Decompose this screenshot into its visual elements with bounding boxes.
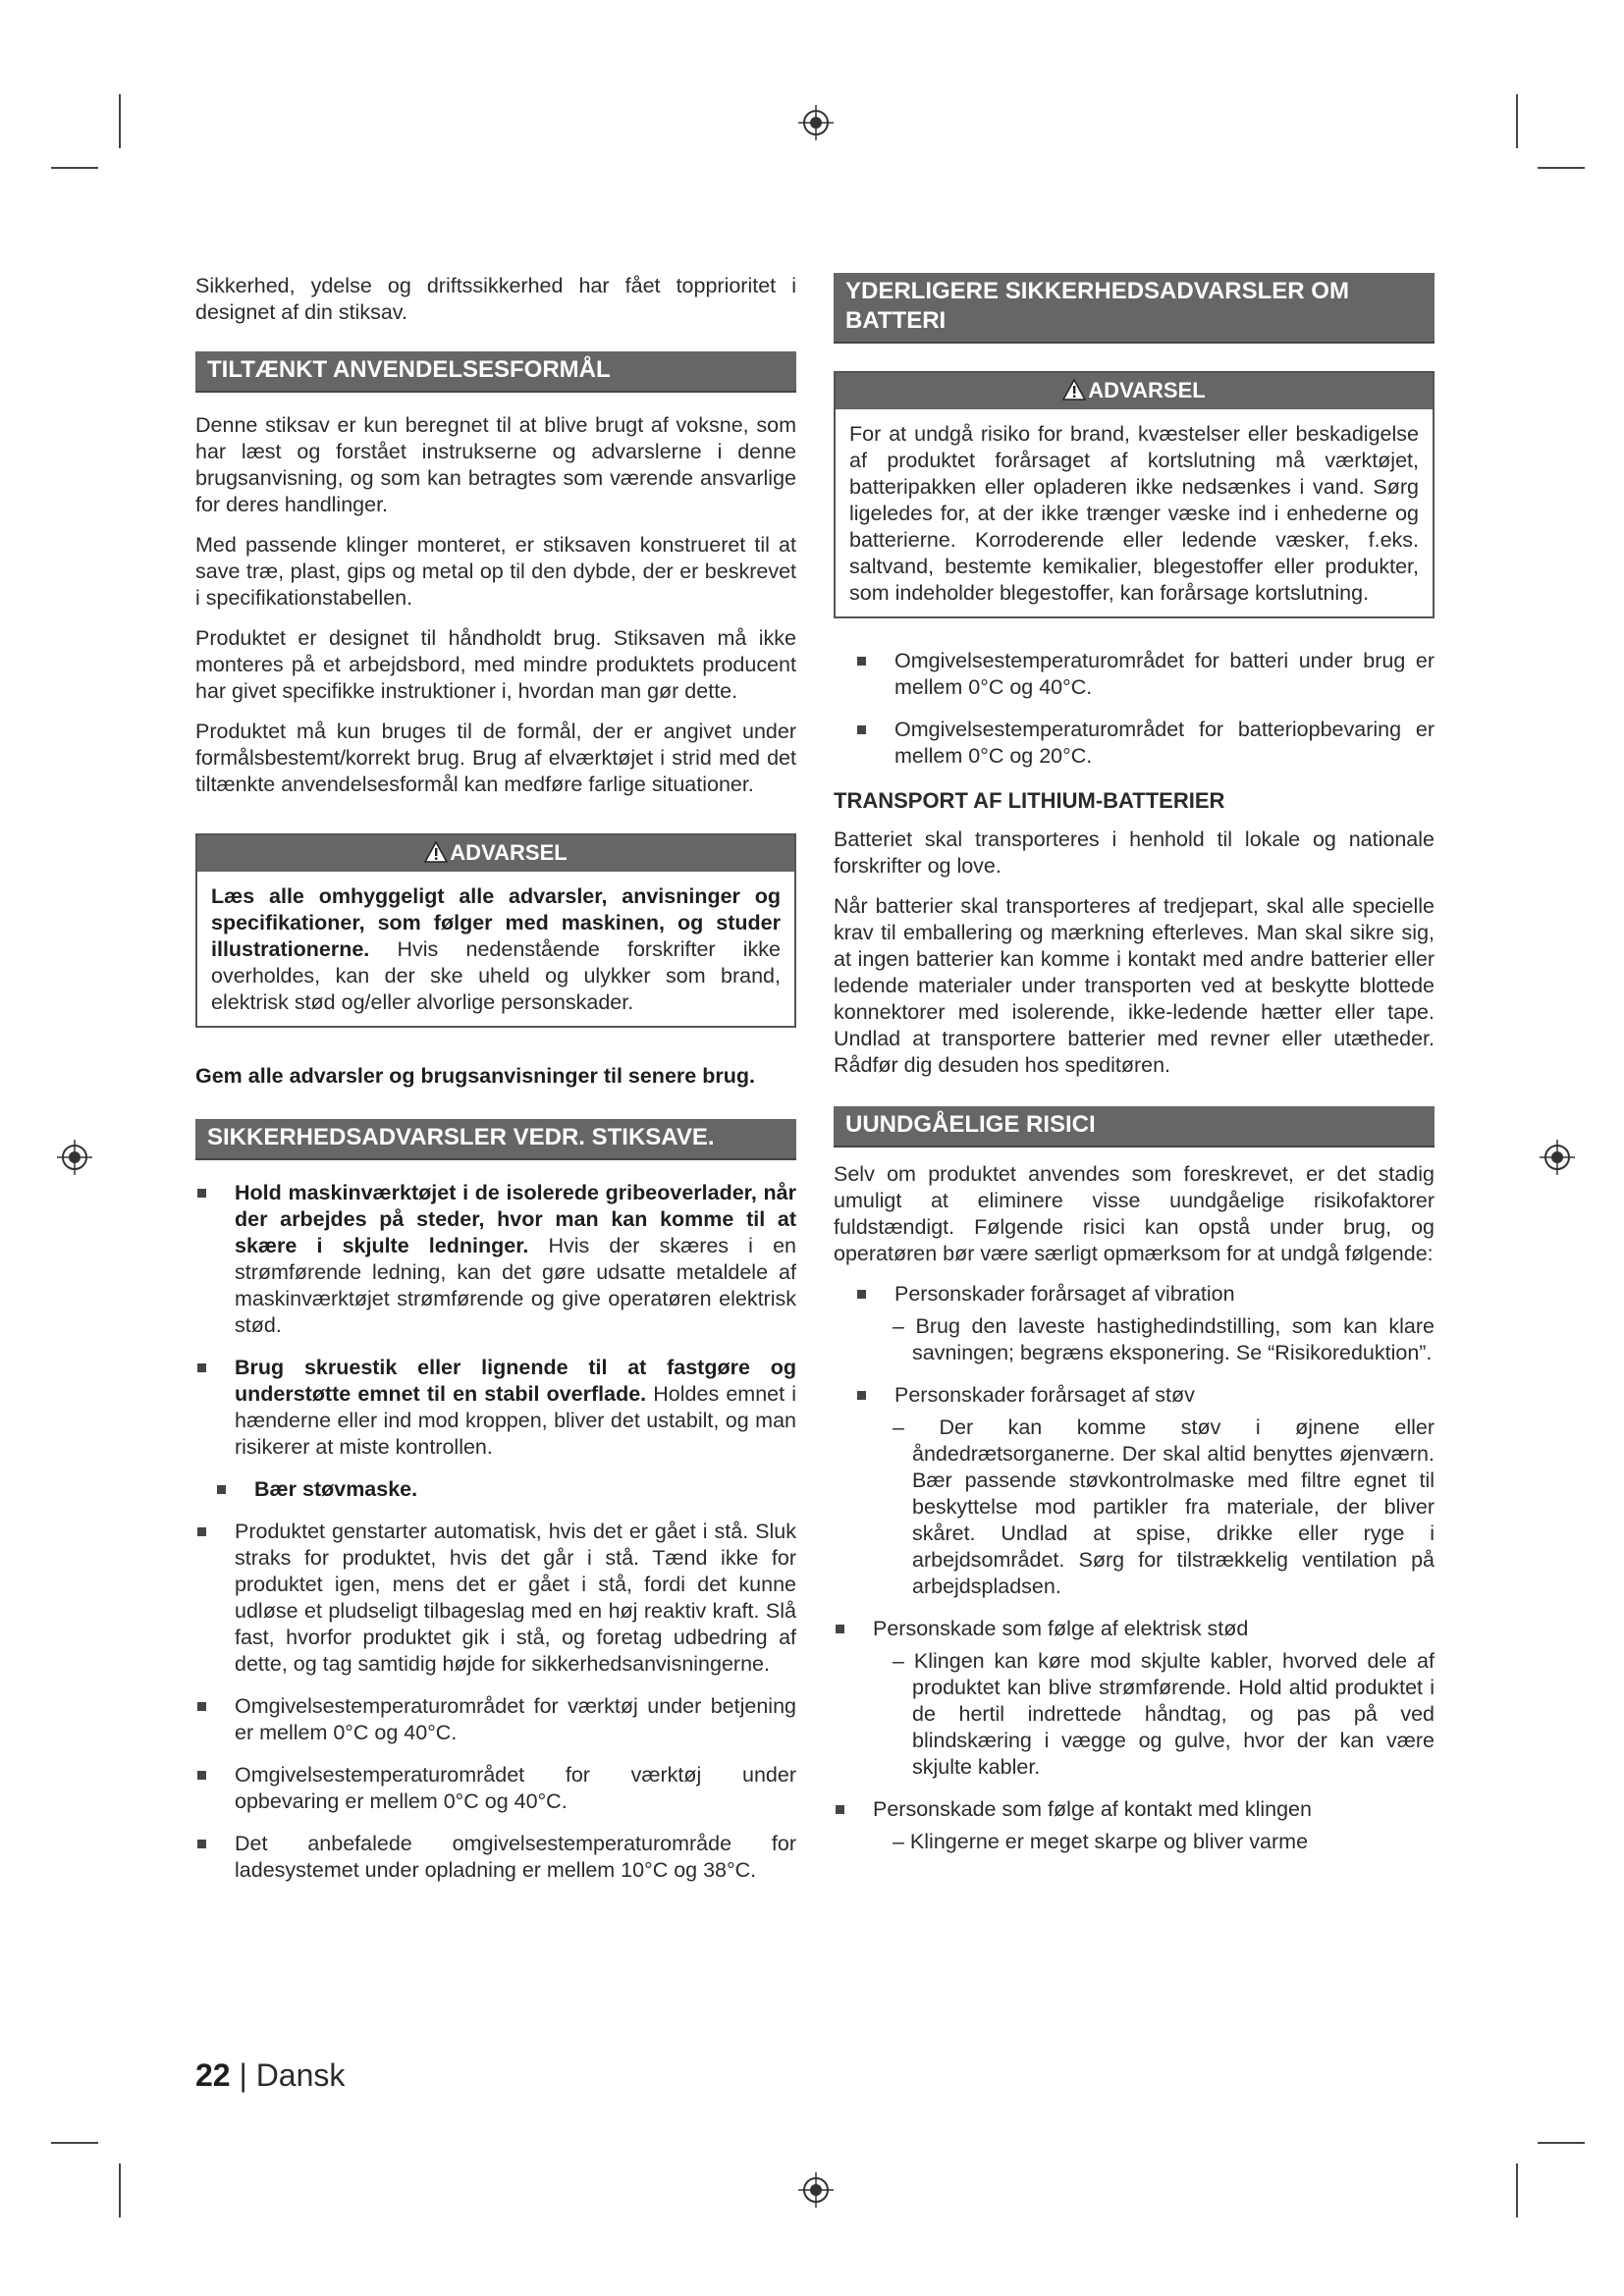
warning-rest-text: Hvis nedenstående forskrifter ikke overholdes, kan der ske uheld og ulykker som brand, elektrisk stød og/eller alvorlige personskader. xyxy=(211,937,781,1014)
risk-detail: – Brug den laveste hastighedindstilling, som kan klare savningen; begræns eksponering. Se “Risikoreduktion”. xyxy=(893,1314,1435,1364)
crop-mark-tl-horizontal xyxy=(51,167,98,169)
list-item xyxy=(834,1382,1435,1409)
right-column xyxy=(834,273,1435,1871)
risks-list xyxy=(834,1796,1435,1823)
heading-jigsaw-safety: SIKKERHEDSADVARSLER VEDR. STIKSAVE. xyxy=(195,1119,796,1160)
warning-bold-text: Læs alle omhyggeligt alle advarsler, anvisninger og specifikationer, som følger med maskinen, og studer illustrationerne. xyxy=(211,884,781,961)
left-column xyxy=(195,273,796,1899)
intended-use-paragraph-4: Produktet må kun bruges til de formål, der er angivet under formålsbestemt/korrekt brug. Brug af elværktøjet i strid med det tiltænkte anvendelsesformål kan medføre farlige situationer. xyxy=(195,720,796,796)
list-item xyxy=(195,1355,796,1461)
crop-mark-tr-vertical xyxy=(1516,94,1518,148)
heading-unavoidable-risks: UUNDGÅELIGE RISICI xyxy=(834,1106,1435,1148)
list-item: Omgivelsestemperaturområdet for batteriopbevaring er mellem 0°C og 20°C. xyxy=(834,717,1435,770)
warning-title: ADVARSEL xyxy=(450,840,568,865)
list-item-bold: Brug skruestik eller lignende til at fastgøre og understøtte emnet til en stabil overflade. xyxy=(235,1356,796,1406)
risk-detail: – Der kan komme støv i øjnene eller åndedrætsorganerne. Der skal altid benyttes øjenværn. Bær passende støvkontrolmaske med filtre egnet til beskyttelse mod partikler fra materiale, der bliver skåret. Undlad at spise, drikke eller ryge i arbejdsområdet. Sørg for tilstrækkelig ventilation på arbejdspladsen. xyxy=(893,1415,1435,1598)
crop-mark-bl-horizontal xyxy=(51,2142,98,2144)
warning-triangle-icon xyxy=(1062,379,1086,400)
risk-title: Personskade som følge af elektrisk stød xyxy=(873,1617,1249,1640)
transport-paragraph-2: Når batterier skal transporteres af tredjepart, skal alle specielle krav til emballering og mærkning efterleves. Man skal sikre sig, at ingen batterier kan komme i kontakt med andre batterier eller ledende materialer under transporten ved at beskytte blottede konnektorer med isolerende, ikke-ledende hætter eller tape. Undlad at transportere batterier med revner eller utætheder. Rådfør dig desuden hos speditøren. xyxy=(834,894,1435,1077)
list-item xyxy=(195,1476,796,1503)
page-language: Dansk xyxy=(255,2057,346,2093)
keep-instructions-text: Gem alle advarsler og brugsanvisninger til senere brug. xyxy=(195,1064,755,1088)
intro-paragraph: Sikkerhed, ydelse og driftssikkerhed har fået topprioritet i designet af din stiksav. xyxy=(195,274,796,324)
risk-title: Personskader forårsaget af vibration xyxy=(894,1282,1235,1306)
list-item: Omgivelsestemperaturområdet for værktøj under opbevaring er mellem 0°C og 40°C. xyxy=(195,1762,796,1815)
risks-intro: Selv om produktet anvendes som foreskrevet, er det stadig umuligt at eliminere visse uundgåelige risikofaktorer fuldstændigt. Følgende risici kan opstå under brug, og operatøren bør være særligt opmærksom for at undgå følgende: xyxy=(834,1162,1435,1265)
registration-mark-right-icon xyxy=(1538,1138,1577,1177)
registration-mark-top-icon xyxy=(796,103,836,142)
crop-mark-tr-horizontal xyxy=(1538,167,1585,169)
registration-mark-left-icon xyxy=(55,1138,94,1177)
warning-triangle-icon xyxy=(424,841,448,863)
list-item xyxy=(834,1616,1435,1642)
battery-temperature-list xyxy=(834,648,1435,770)
battery-warning-text: For at undgå risiko for brand, kvæstelser eller beskadigelse af produktet forårsaget af kortslutning må værktøjet, batteripakken eller opladeren ikke nedsænkes i vand. Sørg ligeledes for, at der ikke trænger væske ind i enhederne og batterierne. Korroderende eller ledende væsker, f.eks. saltvand, bestemte kemikalier, blegestoffer eller produkter, som indeholder blegestoffer, kan forårsage kortslutning. xyxy=(849,422,1419,605)
list-item xyxy=(834,1796,1435,1823)
warning-box-general xyxy=(195,833,796,1028)
crop-mark-br-vertical xyxy=(1516,2163,1518,2217)
registration-mark-bottom-icon xyxy=(796,2170,836,2210)
risk-detail: – Klingen kan køre mod skjulte kabler, hvorved dele af produktet kan blive strømførende. Hold altid produktet i de hertil indrettede håndtag, og pas på ved blindskæring i vægge og gulve, hvor der kan være skjulte kabler. xyxy=(893,1649,1435,1779)
intended-use-paragraph-1: Denne stiksav er kun beregnet til at blive brugt af voksne, som har læst og forstået instrukserne og advarslerne i denne brugsanvisning, og som kan betragtes som værende ansvarlige for deres handlinger. xyxy=(195,413,796,516)
risk-title: Personskader forårsaget af støv xyxy=(894,1383,1195,1407)
list-item xyxy=(195,1180,796,1339)
risk-title: Personskade som følge af kontakt med klingen xyxy=(873,1797,1312,1821)
list-item: Omgivelsestemperaturområdet for værktøj under betjening er mellem 0°C og 40°C. xyxy=(195,1693,796,1746)
list-item: Produktet genstarter automatisk, hvis det er gået i stå. Sluk straks for produktet, hvis det går i stå. Tænd ikke for produktet igen, mens det er gået i stå, fordi det kunne udløse et pludseligt tilbageslag med en høj reaktiv kraft. Slå fast, hvorfor produktet gik i stå, og foretag udbedring af dette, og tag samtidig højde for sikkerhedsanvisningerne. xyxy=(195,1519,796,1678)
list-item-bold: Bær støvmaske. xyxy=(254,1477,418,1501)
list-item: Omgivelsestemperaturområdet for batteri under brug er mellem 0°C og 40°C. xyxy=(834,648,1435,701)
list-item: Det anbefalede omgivelsestemperaturområde for ladesystemet under opladning er mellem 10°C og 38°C. xyxy=(195,1831,796,1884)
crop-mark-bl-vertical xyxy=(119,2163,121,2217)
warning-box-header xyxy=(836,373,1433,409)
intended-use-paragraph-2: Med passende klinger monteret, er stiksaven konstrueret til at save træ, plast, gips og metal op til den dybde, der er beskrevet i specifikationstabellen. xyxy=(195,533,796,610)
risks-list xyxy=(834,1281,1435,1308)
warning-title: ADVARSEL xyxy=(1088,378,1206,402)
transport-paragraph-1: Batteriet skal transporteres i henhold til lokale og nationale forskrifter og love. xyxy=(834,828,1435,878)
list-item-text: Hvis der skæres i en strømførende ledning, kan det gøre udsatte metaldele af maskinværktøjet strømførende og give operatøren elektrisk stød. xyxy=(235,1234,796,1337)
risk-detail: – Klingerne er meget skarpe og bliver varme xyxy=(893,1830,1309,1853)
list-item-text: Holdes emnet i hænderne eller ind mod kroppen, bliver det ustabilt, og man risikerer at miste kontrollen. xyxy=(235,1382,796,1459)
list-item-bold: Hold maskinværktøjet i de isolerede gribeoverlader, når der arbejdes på steder, hvor man kan komme til at skære i skjulte ledninger. xyxy=(235,1181,796,1257)
page-footer xyxy=(195,2056,345,2095)
crop-mark-tl-vertical xyxy=(119,94,121,148)
heading-battery-safety: YDERLIGERE SIKKERHEDSADVARSLER OM BATTERI xyxy=(834,273,1435,344)
page-separator: | xyxy=(239,2057,247,2093)
page-number: 22 xyxy=(195,2057,231,2093)
risks-list xyxy=(834,1382,1435,1409)
list-item xyxy=(834,1281,1435,1308)
intended-use-paragraph-3: Produktet er designet til håndholdt brug. Stiksaven må ikke monteres på et arbejdsbord, med mindre produktets producent har givet specifikke instruktioner i, hvordan man gør dette. xyxy=(195,626,796,703)
warning-box-header xyxy=(197,835,794,872)
warning-box-battery xyxy=(834,371,1435,618)
risks-list xyxy=(834,1616,1435,1642)
crop-mark-br-horizontal xyxy=(1538,2142,1585,2144)
transport-heading: TRANSPORT AF LITHIUM-BATTERIER xyxy=(834,788,1225,813)
keep-instructions xyxy=(195,1063,796,1090)
heading-intended-use: TILTÆNKT ANVENDELSESFORMÅL xyxy=(195,351,796,393)
jigsaw-safety-list xyxy=(195,1180,796,1884)
warning-text xyxy=(211,883,781,1016)
